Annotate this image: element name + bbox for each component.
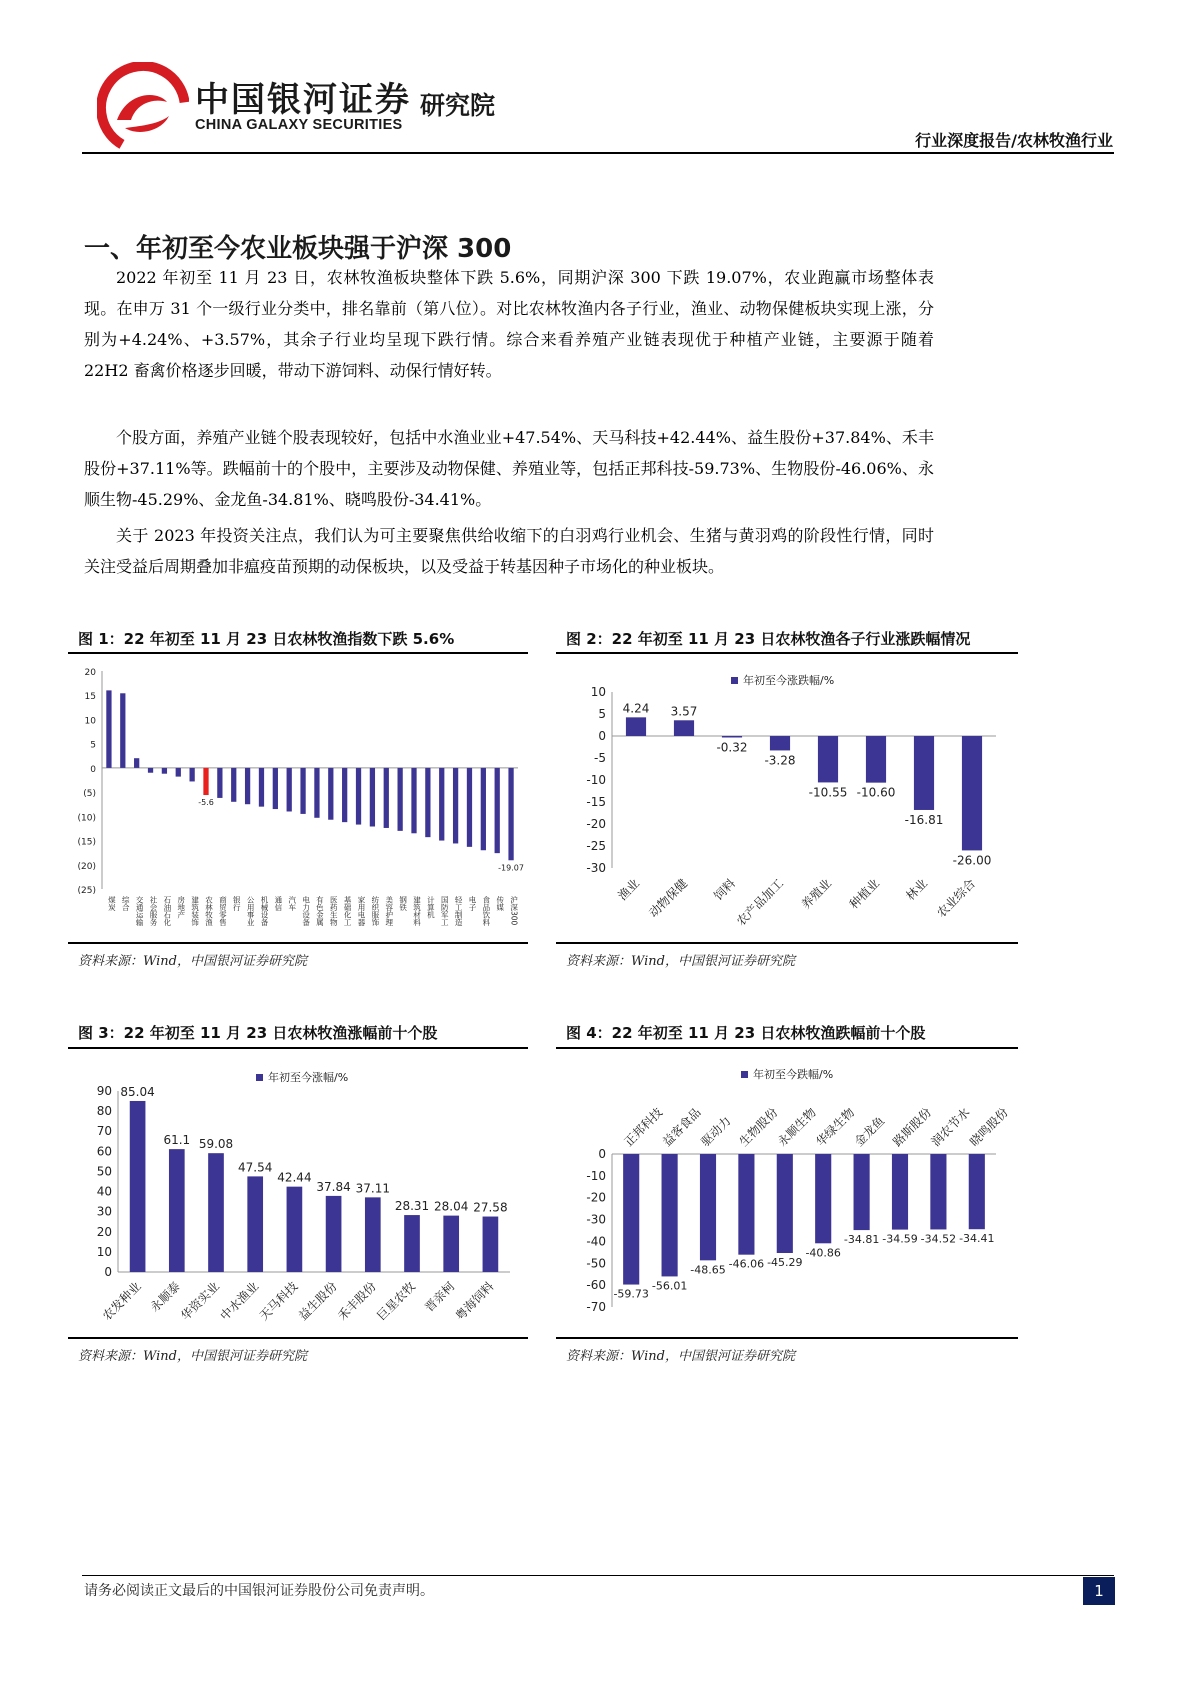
fig3-bar — [404, 1215, 420, 1272]
fig4-legend-label: 年初至今跌幅/% — [753, 1068, 834, 1081]
fig3-bar — [208, 1153, 224, 1272]
fig1-category-label: 煤炭 — [107, 896, 117, 911]
fig2-data-label: -10.55 — [808, 785, 848, 800]
fig4-ytick-label: -40 — [586, 1234, 606, 1249]
fig4-bar — [815, 1154, 831, 1243]
fig3-category-label: 中水渔业 — [217, 1279, 262, 1324]
fig1-ytick-label: 10 — [84, 716, 96, 727]
fig1-category-label: 交通运输 — [135, 896, 145, 926]
fig4-top-rule — [556, 1047, 1018, 1049]
fig1-category-label: 汽车 — [287, 896, 297, 911]
fig1-category-label: 食品饮料 — [481, 896, 491, 926]
fig1-category-label: 国防军工 — [440, 896, 450, 926]
fig2-category-label: 养殖业 — [798, 876, 835, 912]
fig4-ytick-label: -20 — [586, 1190, 606, 1205]
fig3-data-label: 42.44 — [277, 1170, 312, 1185]
fig1-bar — [467, 768, 472, 847]
fig3-category-label: 禾丰股份 — [335, 1279, 379, 1324]
fig3-ytick-label: 20 — [96, 1224, 112, 1239]
fig3-ytick-label: 30 — [96, 1204, 112, 1219]
fig2-bar — [962, 736, 982, 850]
fig3-source: 资料来源：Wind，中国银河证券研究院 — [78, 1349, 307, 1364]
fig1-bar — [314, 768, 319, 818]
fig4-ytick-label: -30 — [586, 1212, 606, 1227]
fig3-ytick-label: 60 — [96, 1144, 112, 1159]
fig1-bar — [328, 768, 333, 820]
fig4-bottom-rule — [556, 1337, 1018, 1339]
fig3-bar — [365, 1197, 381, 1272]
fig3-data-label: 37.11 — [355, 1181, 390, 1196]
fig2-bar — [626, 717, 646, 736]
fig2-legend-swatch — [731, 677, 738, 684]
fig3-bottom-rule — [68, 1337, 528, 1339]
fig1-ytick-label: 5 — [90, 740, 96, 751]
fig2-source: 资料来源：Wind，中国银河证券研究院 — [566, 954, 795, 969]
fig4-category-label: 正邦科技 — [621, 1105, 666, 1150]
fig1-bar — [425, 768, 430, 837]
fig2-bar — [722, 736, 742, 738]
fig4-data-label: -34.41 — [959, 1232, 995, 1246]
fig1-category-label: 计算机 — [426, 896, 436, 919]
fig3-category-label: 晋亲柯 — [421, 1279, 458, 1315]
fig2-data-label: -3.28 — [764, 753, 796, 768]
fig1-bar — [397, 768, 402, 831]
fig1-category-label: 医药生物 — [329, 896, 339, 926]
fig3-category-label: 益生股份 — [295, 1279, 340, 1324]
header-divider — [82, 152, 1114, 154]
fig3-category-label: 华资实业 — [178, 1279, 223, 1324]
fig4-category-label: 路斯股份 — [890, 1105, 935, 1150]
fig1-bar — [439, 768, 444, 841]
fig1-category-label: 建筑材料 — [412, 896, 422, 926]
fig2-category-label: 种植业 — [846, 876, 883, 912]
fig3-category-label: 农发种业 — [99, 1279, 144, 1324]
fig2-data-label: -26.00 — [952, 853, 992, 868]
fig1-category-label: 有色金属 — [315, 896, 325, 926]
fig2-ytick-label: 0 — [598, 729, 606, 743]
fig2-category-label: 渔业 — [615, 876, 643, 904]
fig4-category-label: 生物股份 — [736, 1105, 781, 1150]
fig1-bar — [120, 693, 125, 768]
fig1-category-label: 房地产 — [176, 896, 186, 919]
fig4-category-label: 金龙鱼 — [851, 1113, 888, 1150]
fig3-data-label: 37.84 — [316, 1179, 351, 1194]
fig1-category-label: 家用电器 — [357, 896, 367, 926]
fig1-ytick-label: (5) — [83, 789, 96, 800]
fig3-category-label: 永顺泰 — [147, 1279, 183, 1315]
fig2-bar — [914, 736, 934, 810]
paragraph-1: 2022 年初至 11 月 23 日，农林牧渔板块整体下跌 5.6%，同期沪深 300 下跌 19.07%，农业跑赢市场整体表现。在申万 31 个一级行业分类中，排名靠前（第八位）。对比农林牧渔内各子行业，渔业、动物保健板块实现上涨，分别为+4.24%、+3.57%，其余子行业均呈现下跌行情。综合来看养殖产业链表现优于种植产业链，主要源于随着 22H2 畜禽价格逐步回暖，带动下游饲料、动保行情好转。 — [84, 268, 934, 380]
fig2-top-rule — [556, 652, 1018, 654]
fig3-data-label: 59.08 — [198, 1137, 234, 1152]
fig1-category-label: 商贸零售 — [218, 896, 228, 926]
fig1-category-label: 美容护理 — [384, 896, 394, 926]
fig1-category-label: 社会服务 — [149, 896, 159, 926]
fig3-ytick-label: 90 — [96, 1084, 112, 1098]
fig4-ytick-label: -10 — [586, 1168, 606, 1183]
fig3-category-label: 粤海饲料 — [452, 1279, 497, 1324]
fig1-title: 图 1：22 年初至 11 月 23 日农林牧渔指数下跌 5.6% — [78, 630, 455, 648]
fig3-ytick-label: 50 — [96, 1164, 112, 1179]
fig1-bar — [342, 768, 347, 822]
report-type: 行业深度报告/农林牧渔行业 — [915, 131, 1113, 150]
fig1-bar — [217, 768, 222, 798]
fig1-category-label: 纺织服饰 — [370, 896, 380, 926]
fig3-data-label: 27.58 — [473, 1200, 508, 1215]
fig1-bar — [162, 768, 167, 774]
fig2-category-label: 饲料 — [711, 876, 739, 904]
fig2-legend-label: 年初至今涨跌幅/% — [743, 674, 835, 687]
fig3-ytick-label: 0 — [104, 1265, 112, 1279]
fig2-bar — [866, 736, 886, 783]
fig1-category-label: 农林牧渔 — [204, 896, 214, 926]
fig1-category-label: 轻工制造 — [454, 896, 464, 926]
fig4-category-label: 晓鸣股份 — [967, 1105, 1011, 1150]
fig3-title: 图 3：22 年初至 11 月 23 日农林牧渔涨幅前十个股 — [78, 1024, 438, 1042]
fig3-bar — [169, 1149, 185, 1272]
fig1-category-label: 钢铁 — [398, 896, 408, 911]
fig1-category-label: 综合 — [121, 896, 131, 911]
fig1-bar — [287, 768, 292, 812]
fig4-bar — [662, 1154, 678, 1276]
fig3-data-label: 28.04 — [434, 1199, 469, 1214]
fig2-bar — [818, 736, 838, 782]
fig4-ytick-label: -60 — [586, 1278, 606, 1293]
fig2-ytick-label: 5 — [598, 707, 606, 721]
fig1-category-label: 机械设备 — [259, 896, 269, 926]
fig4-data-label: -48.65 — [690, 1263, 726, 1277]
fig4-category-label: 华绿生物 — [813, 1105, 858, 1150]
fig1-bar — [203, 768, 208, 795]
page-number: 1 — [1083, 1577, 1115, 1605]
fig1-ytick-label: (15) — [77, 837, 96, 848]
fig1-bar — [356, 768, 361, 825]
fig2-chart — [556, 656, 1018, 941]
fig4-category-label: 润农节水 — [928, 1105, 973, 1150]
paragraph-2: 个股方面，养殖产业链个股表现较好，包括中水渔业业+47.54%、天马科技+42.44%、益生股份+37.84%、禾丰股份+37.11%等。跌幅前十的个股中，主要涉及动物保健、养殖业等，包括正邦科技-59.73%、生物股份-46.06%、永顺生物-45.29%、金龙鱼-34.81%、晓鸣股份-34.41%。 — [84, 428, 934, 509]
fig1-data-label: -5.6 — [198, 798, 214, 808]
fig2-ytick-label: -10 — [586, 773, 606, 787]
fig1-category-label: 银行 — [232, 896, 242, 911]
fig4-data-label: -45.29 — [767, 1255, 803, 1269]
fig3-category-label: 巨星农牧 — [374, 1279, 419, 1324]
footer-disclaimer: 请务必阅读正文最后的中国银河证券股份公司免责声明。 — [84, 1583, 434, 1599]
fig2-category-label: 动物保健 — [646, 876, 691, 921]
fig3-legend-swatch — [256, 1074, 263, 1081]
fig1-data-label: -19.07 — [498, 863, 524, 873]
fig4-data-label: -34.59 — [882, 1232, 918, 1246]
fig3-bar — [483, 1217, 499, 1272]
logo-mark-icon — [97, 62, 189, 154]
fig1-bar — [300, 768, 305, 814]
section-title: 一、年初至今农业板块强于沪深 300 — [84, 234, 512, 264]
fig3-data-label: 47.54 — [238, 1160, 273, 1175]
fig4-source: 资料来源：Wind，中国银河证券研究院 — [566, 1349, 795, 1364]
fig1-category-label: 建筑装饰 — [190, 896, 200, 926]
fig2-ytick-label: -30 — [586, 861, 606, 875]
fig4-data-label: -34.52 — [920, 1232, 957, 1246]
fig4-bar — [623, 1154, 639, 1285]
fig2-ytick-label: -5 — [594, 751, 606, 765]
fig2-data-label: -0.32 — [716, 740, 748, 755]
fig4-data-label: -46.06 — [728, 1257, 765, 1271]
fig2-data-label: 3.57 — [670, 704, 698, 719]
fig1-ytick-label: 0 — [90, 764, 96, 775]
logo-english-name: CHINA GALAXY SECURITIES — [195, 117, 403, 133]
fig4-bar — [854, 1154, 870, 1230]
fig2-ytick-label: -15 — [586, 795, 606, 809]
fig1-bar — [134, 758, 139, 768]
fig4-bar — [892, 1154, 908, 1230]
fig3-category-label: 天马科技 — [256, 1279, 301, 1324]
fig1-ytick-label: 15 — [84, 692, 96, 703]
fig4-data-label: -59.73 — [613, 1287, 649, 1301]
fig1-bar — [508, 768, 513, 860]
fig1-bar — [176, 768, 181, 777]
fig4-category-label: 益客食品 — [659, 1105, 704, 1150]
fig1-bottom-rule — [68, 942, 528, 944]
fig3-bar — [326, 1196, 342, 1272]
fig2-data-label: -16.81 — [904, 812, 944, 827]
fig1-category-label: 石油石化 — [162, 896, 172, 926]
fig4-category-label: 永顺生物 — [775, 1105, 819, 1150]
fig2-bar — [770, 736, 790, 750]
fig1-category-label: 公用事业 — [246, 896, 256, 926]
fig2-category-label: 农业综合 — [934, 876, 979, 921]
fig3-bar — [247, 1176, 263, 1272]
fig3-legend-label: 年初至今涨幅/% — [268, 1071, 349, 1084]
fig1-bar — [453, 768, 458, 844]
fig3-chart — [68, 1051, 528, 1336]
fig1-bar — [231, 768, 236, 802]
fig3-top-rule — [68, 1047, 528, 1049]
fig4-bar — [930, 1154, 946, 1229]
footer-divider — [82, 1575, 1114, 1576]
fig2-ytick-label: 10 — [590, 685, 606, 699]
fig2-category-label: 林业 — [903, 876, 931, 904]
fig3-bar — [443, 1216, 459, 1272]
fig3-ytick-label: 10 — [96, 1244, 112, 1259]
fig1-ytick-label: 20 — [84, 668, 96, 678]
fig1-category-label: 电力设备 — [301, 896, 311, 926]
fig4-ytick-label: 0 — [598, 1147, 606, 1161]
fig4-ytick-label: -70 — [586, 1300, 606, 1314]
fig1-bar — [106, 690, 111, 768]
fig1-ytick-label: (25) — [77, 886, 96, 896]
fig1-category-label: 通信 — [273, 896, 283, 911]
fig4-title: 图 4：22 年初至 11 月 23 日农林牧渔跌幅前十个股 — [566, 1024, 926, 1042]
fig1-bar — [245, 768, 250, 804]
fig1-bar — [384, 768, 389, 828]
fig1-category-label: 基础化工 — [343, 896, 353, 926]
fig2-ytick-label: -20 — [586, 817, 606, 831]
fig3-data-label: 85.04 — [120, 1084, 155, 1099]
fig1-top-rule — [68, 652, 528, 654]
fig2-bar — [674, 720, 694, 736]
fig4-bar — [738, 1154, 754, 1255]
fig4-bar — [777, 1154, 793, 1253]
paragraph-3: 关于 2023 年投资关注点，我们认为可主要聚焦供给收缩下的白羽鸡行业机会、生猪与黄羽鸡的阶段性行情，同时关注受益后周期叠加非瘟疫苗预期的动保板块，以及受益于转基因种子市场化的种业板块。 — [84, 526, 934, 576]
institute-name: 研究院 — [420, 91, 496, 120]
fig1-bar — [148, 768, 153, 773]
fig3-ytick-label: 40 — [96, 1184, 112, 1199]
fig4-bar — [969, 1154, 985, 1229]
fig4-data-label: -34.81 — [843, 1233, 880, 1247]
fig1-category-label: 电子 — [467, 896, 477, 911]
fig1-category-label: 沪深300 — [509, 896, 519, 926]
fig4-data-label: -56.01 — [651, 1279, 688, 1293]
fig1-chart — [68, 656, 528, 941]
fig3-ytick-label: 70 — [96, 1124, 112, 1139]
fig3-ytick-label: 80 — [96, 1104, 112, 1119]
fig1-ytick-label: (20) — [77, 861, 96, 872]
logo-chinese-name: 中国银河证券 — [195, 80, 411, 120]
fig2-bottom-rule — [556, 942, 1018, 944]
fig4-category-label: 驱动力 — [698, 1113, 734, 1150]
fig4-data-label: -40.86 — [805, 1246, 841, 1260]
fig3-bar — [287, 1187, 303, 1272]
fig2-data-label: -10.60 — [856, 785, 896, 800]
fig3-data-label: 28.31 — [394, 1199, 430, 1214]
fig4-bar — [700, 1154, 716, 1260]
fig3-bar — [130, 1101, 146, 1272]
fig1-bar — [495, 768, 500, 853]
fig1-bar — [189, 768, 194, 782]
fig1-bar — [370, 768, 375, 827]
fig1-bar — [273, 768, 278, 809]
fig2-data-label: 4.24 — [622, 701, 650, 716]
fig2-category-label: 农产品加工 — [733, 876, 787, 929]
fig4-chart — [556, 1051, 1018, 1336]
fig4-legend-swatch — [741, 1071, 748, 1078]
fig1-bar — [259, 768, 264, 807]
fig1-source: 资料来源：Wind，中国银河证券研究院 — [78, 954, 307, 969]
fig2-ytick-label: -25 — [586, 839, 606, 853]
fig1-ytick-label: (10) — [77, 813, 96, 824]
fig1-category-label: 传媒 — [495, 896, 505, 911]
fig1-bar — [411, 768, 416, 833]
fig3-data-label: 61.1 — [163, 1133, 191, 1148]
fig4-ytick-label: -50 — [586, 1256, 606, 1271]
fig2-title: 图 2：22 年初至 11 月 23 日农林牧渔各子行业涨跌幅情况 — [566, 630, 971, 648]
fig1-bar — [481, 768, 486, 850]
